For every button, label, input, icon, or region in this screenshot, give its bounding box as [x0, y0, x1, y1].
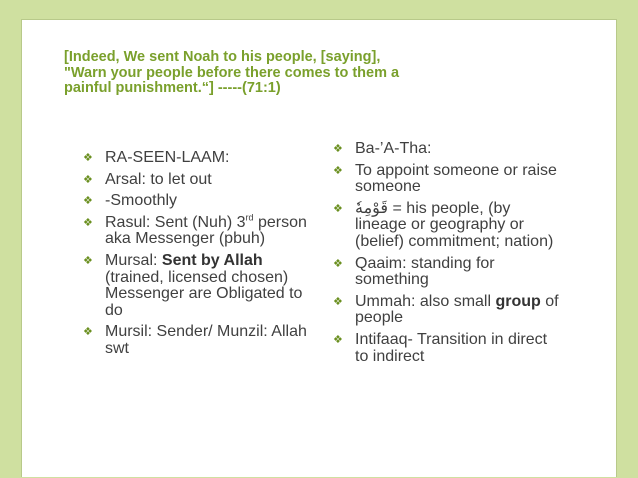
list-item — [83, 193, 313, 210]
diamond-bullet-icon: ❖ — [333, 164, 343, 177]
emphasis-text: group — [495, 292, 541, 310]
item-text-cont: = his people, (by lineage or geography or (belief) commitment; nation) — [355, 199, 554, 250]
quote-text: [Indeed, We sent Noah to his people, [saying], "Warn your people before there comes to them a painful punishment.“] -----(71:1) — [64, 49, 400, 96]
item-text: To appoint someone or raise someone — [355, 161, 557, 196]
list-item — [83, 253, 313, 319]
item-text-cont: (trained, licensed chosen) Messenger are Obligated to do — [105, 268, 303, 319]
list-item — [333, 163, 563, 196]
item-text: -Smoothly — [105, 192, 178, 210]
item-text: Arsal: to let out — [105, 170, 212, 188]
list-item — [333, 256, 563, 289]
arabic-word: قَوْمِهٗ — [355, 199, 389, 217]
list-item — [83, 212, 313, 248]
item-text: Qaaim: standing for something — [355, 254, 495, 289]
left-bullet-list — [83, 150, 313, 363]
ordinal-suffix: rd — [245, 212, 254, 223]
item-text: Intifaaq- Transition in direct to indirect — [355, 330, 548, 365]
item-text: Ba-’A-Tha: — [355, 140, 432, 157]
diamond-bullet-icon: ❖ — [83, 216, 93, 229]
list-item — [83, 150, 313, 167]
list-item — [333, 332, 563, 365]
item-text: RA-SEEN-LAAM: — [105, 149, 230, 166]
diamond-bullet-icon: ❖ — [333, 295, 343, 308]
list-item — [83, 324, 313, 357]
diamond-bullet-icon: ❖ — [83, 173, 93, 186]
item-text: Ummah: also small — [355, 292, 496, 310]
diamond-bullet-icon: ❖ — [333, 257, 343, 270]
list-item — [83, 172, 313, 189]
diamond-bullet-icon: ❖ — [83, 254, 93, 267]
diamond-bullet-icon: ❖ — [83, 326, 93, 339]
right-bullet-list — [333, 141, 563, 370]
list-item — [333, 294, 563, 327]
item-text-cont: of people — [355, 292, 559, 327]
diamond-bullet-icon: ❖ — [83, 195, 93, 208]
diamond-bullet-icon: ❖ — [333, 202, 343, 215]
item-text: Mursil: Sender/ Munzil: Allah swt — [105, 323, 307, 357]
item-text: Rasul: Sent (Nuh) 3 — [105, 213, 246, 231]
diamond-bullet-icon: ❖ — [333, 143, 343, 155]
item-text: Mursal: — [105, 251, 162, 269]
diamond-bullet-icon: ❖ — [333, 333, 343, 346]
emphasis-text: Sent by Allah — [161, 251, 263, 269]
diamond-bullet-icon: ❖ — [83, 152, 93, 164]
item-text-cont: person aka Messenger (pbuh) — [105, 213, 307, 248]
list-item — [333, 201, 563, 251]
list-item — [333, 141, 563, 158]
